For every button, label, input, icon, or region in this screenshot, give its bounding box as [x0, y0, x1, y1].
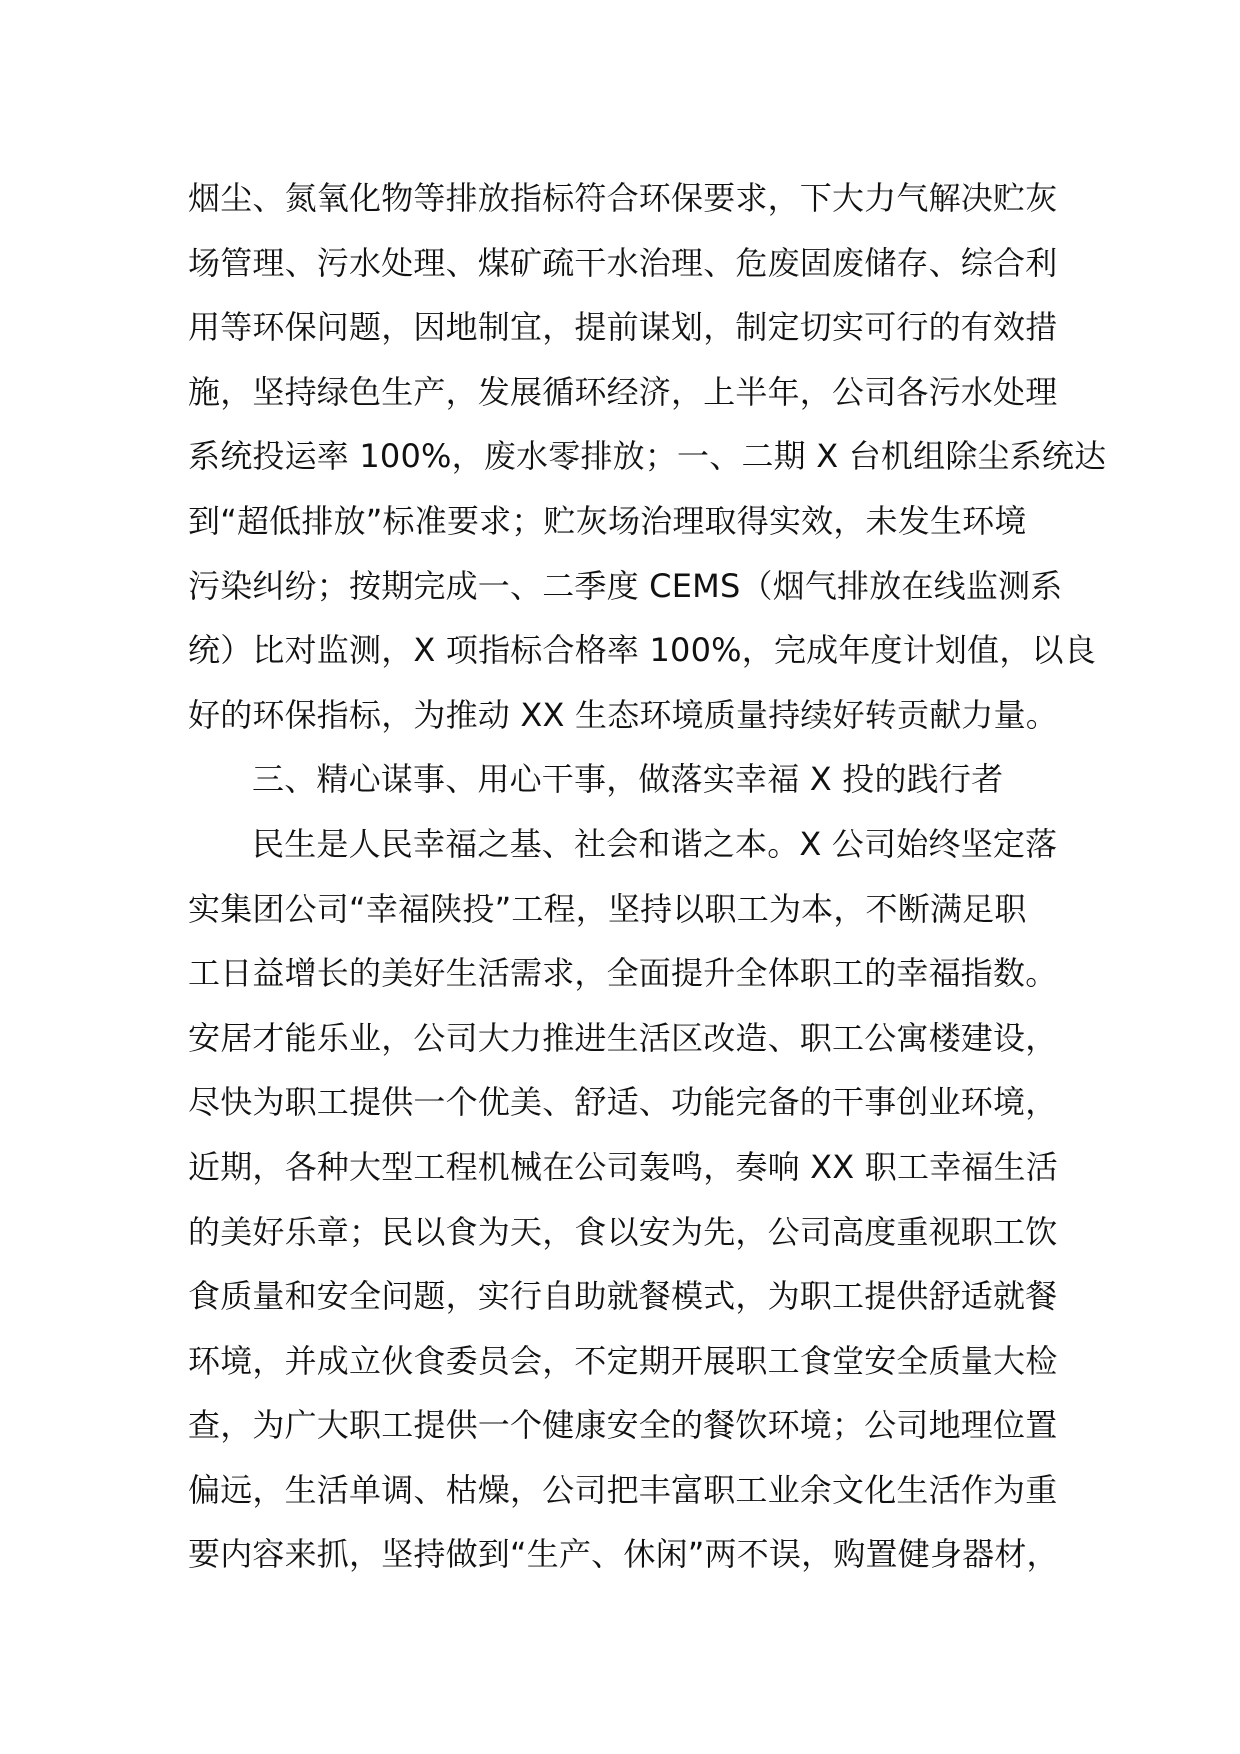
text-line: 的美好乐章；民以食为天，食以安为先，公司高度重视职工饮 — [188, 1212, 1058, 1251]
text-line: 系统投运率 100%，废水零排放；一、二期 X 台机组除尘系统达 — [188, 437, 1107, 476]
text-line: 尽快为职工提供一个优美、舒适、功能完备的干事创业环境， — [188, 1083, 1058, 1122]
text-line: 到“超低排放”标准要求；贮灰场治理取得实效，未发生环境 — [188, 501, 1027, 540]
text-line: 污染纠纷；按期完成一、二季度 CEMS（烟气排放在线监测系 — [188, 566, 1063, 605]
body-text — [188, 166, 1107, 1587]
paragraph-first-line: 民生是人民幸福之基、社会和谐之本。X 公司始终坚定落 — [252, 824, 1058, 863]
text-line: 偏远，生活单调、枯燥，公司把丰富职工业余文化生活作为重 — [188, 1470, 1058, 1509]
text-line: 环境，并成立伙食委员会，不定期开展职工食堂安全质量大检 — [188, 1341, 1058, 1380]
text-line: 要内容来抓，坚持做到“生产、休闲”两不误，购置健身器材， — [188, 1535, 1059, 1574]
text-line: 实集团公司“幸福陕投”工程，坚持以职工为本，不断满足职 — [188, 889, 1027, 928]
text-line: 食质量和安全问题，实行自助就餐模式，为职工提供舒适就餐 — [188, 1277, 1058, 1316]
text-line: 施，坚持绿色生产，发展循环经济，上半年，公司各污水处理 — [188, 372, 1058, 411]
text-line: 近期，各种大型工程机械在公司轰鸣，奏响 XX 职工幸福生活 — [188, 1147, 1058, 1186]
text-line: 好的环保指标，为推动 XX 生态环境质量持续好转贡献力量。 — [188, 695, 1058, 734]
text-line: 查，为广大职工提供一个健康安全的餐饮环境；公司地理位置 — [188, 1406, 1058, 1445]
text-line: 烟尘、氮氧化物等排放指标符合环保要求，下大力气解决贮灰 — [188, 179, 1058, 217]
text-line: 场管理、污水处理、煤矿疏干水治理、危废固废储存、综合利 — [188, 243, 1058, 282]
section-heading: 三、精心谋事、用心干事，做落实幸福 X 投的践行者 — [252, 760, 1004, 799]
text-line: 工日益增长的美好生活需求，全面提升全体职工的幸福指数。 — [188, 954, 1058, 993]
text-line: 用等环保问题，因地制宜，提前谋划，制定切实可行的有效措 — [188, 308, 1058, 347]
text-line: 统）比对监测，X 项指标合格率 100%，完成年度计划值，以良 — [188, 631, 1096, 670]
text-line: 安居才能乐业，公司大力推进生活区改造、职工公寓楼建设， — [188, 1018, 1058, 1057]
